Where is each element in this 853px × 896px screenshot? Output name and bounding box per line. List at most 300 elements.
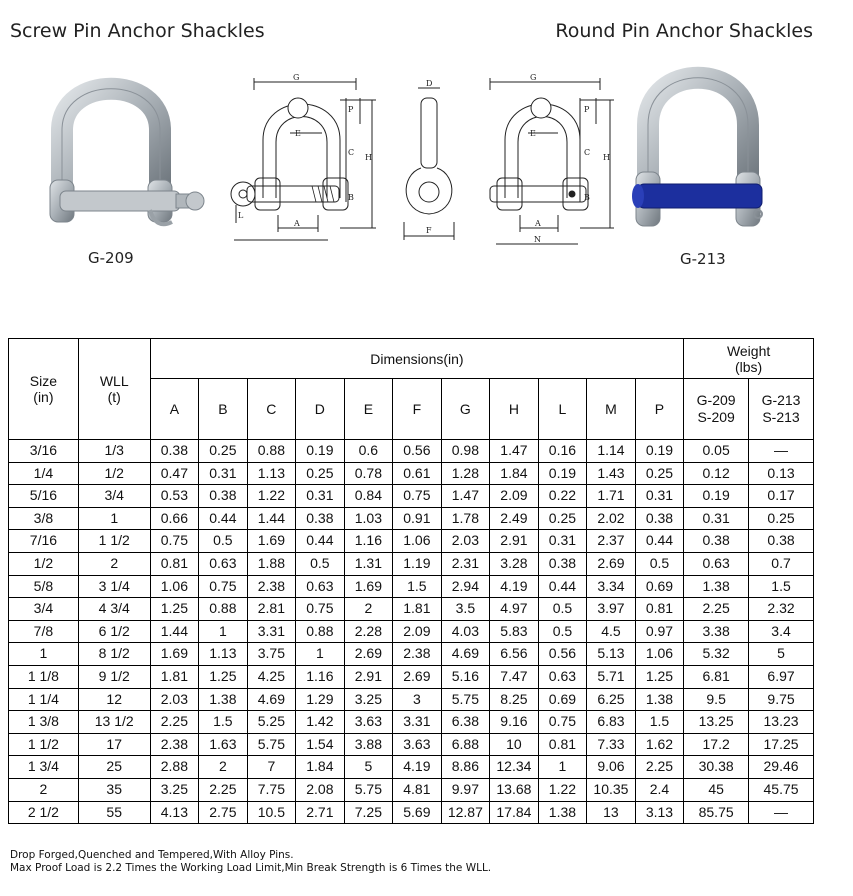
table-cell: 35 [78,778,150,801]
table-cell: 0.66 [150,507,199,530]
table-cell: 1.71 [587,485,636,508]
table-cell: 9.97 [441,778,490,801]
table-cell: 1.5 [393,575,442,598]
table-cell: 3.38 [684,620,749,643]
table-cell: 0.25 [538,507,587,530]
table-cell: 0.38 [199,485,248,508]
table-cell: 1.38 [684,575,749,598]
table-cell: 0.44 [296,530,345,553]
table-cell: 0.69 [538,688,587,711]
dim-label-n: N [534,235,541,244]
g213-shackle-image [632,78,762,226]
table-cell: 2.25 [635,756,684,779]
table-cell: 0.31 [538,530,587,553]
table-cell: 3.63 [344,711,393,734]
header-dimensions: Dimensions(in) [150,339,684,379]
header-weight: Weight (lbs) [684,339,814,379]
specification-table [8,338,814,824]
table-cell: 1 [296,643,345,666]
table-cell: 0.31 [199,462,248,485]
shackle-illustrations [0,60,853,260]
table-cell: 7.25 [344,801,393,824]
table-row [9,598,814,621]
table-cell: 1/3 [78,440,150,463]
table-cell: 2.08 [296,778,345,801]
table-cell: 2.02 [587,507,636,530]
table-cell: 4.19 [490,575,539,598]
table-row [9,733,814,756]
table-cell: 0.25 [296,462,345,485]
dim-label-d: D [426,79,433,88]
table-cell: 0.5 [199,530,248,553]
table-cell: 0.38 [684,530,749,553]
table-body [9,440,814,824]
header-dim-l: L [538,379,587,440]
table-cell: 0.16 [538,440,587,463]
table-cell: 1.25 [635,665,684,688]
table-row [9,688,814,711]
table-cell: 0.75 [393,485,442,508]
table-row [9,801,814,824]
table-cell: 0.19 [684,485,749,508]
table-cell: 8 1/2 [78,643,150,666]
table-cell: 0.13 [749,462,814,485]
table-cell: 0.38 [749,530,814,553]
dim-label-h2: H [603,153,610,162]
table-cell: 0.38 [538,552,587,575]
table-cell: 1 1/2 [9,733,79,756]
table-cell: 0.6 [344,440,393,463]
table-cell: 5 [344,756,393,779]
header-weight-g213: G-213 S-213 [749,379,814,440]
table-cell: 29.46 [749,756,814,779]
dim-label-g2: G [530,73,537,82]
table-cell: 5/8 [9,575,79,598]
table-cell: 0.31 [635,485,684,508]
table-cell: 3.34 [587,575,636,598]
table-cell: 1.54 [296,733,345,756]
table-cell: 5.75 [247,733,296,756]
table-cell: 9.5 [684,688,749,711]
table-cell: 13 1/2 [78,711,150,734]
table-cell: 1.38 [538,801,587,824]
title-screw-pin: Screw Pin Anchor Shackles [10,20,265,42]
table-cell: 1.22 [538,778,587,801]
table-cell: 55 [78,801,150,824]
table-cell: 0.81 [150,552,199,575]
table-cell: 2 [78,552,150,575]
header-weight-g209: G-209 S-209 [684,379,749,440]
table-cell: 0.88 [247,440,296,463]
dim-label-e: E [295,129,301,138]
table-cell: 1.44 [150,620,199,643]
note-forging: Drop Forged,Quenched and Tempered,With Alloy Pins. [10,849,294,861]
table-cell: 1.03 [344,507,393,530]
table-cell: 1.06 [150,575,199,598]
table-cell: 2.75 [199,801,248,824]
table-cell: 3/8 [9,507,79,530]
table-cell: 0.56 [393,440,442,463]
table-cell: 1.69 [344,575,393,598]
table-cell: 0.63 [684,552,749,575]
table-cell: 2 [344,598,393,621]
table-cell: 1.38 [199,688,248,711]
table-cell: 17.2 [684,733,749,756]
table-cell: 6.83 [587,711,636,734]
table-cell: 9 1/2 [78,665,150,688]
table-cell: 6.38 [441,711,490,734]
table-cell: 2.09 [490,485,539,508]
table-cell: 7 [247,756,296,779]
table-cell: 17 [78,733,150,756]
table-cell: 5.71 [587,665,636,688]
table-cell: 0.25 [749,507,814,530]
table-cell: 0.22 [538,485,587,508]
table-row [9,778,814,801]
table-cell: 85.75 [684,801,749,824]
table-cell: 13.23 [749,711,814,734]
table-cell: 2.94 [441,575,490,598]
header-dim-e: E [344,379,393,440]
table-cell: 1 3/8 [9,711,79,734]
table-cell: — [749,801,814,824]
table-cell: 0.56 [538,643,587,666]
table-cell: 3.31 [393,711,442,734]
dim-label-g: G [293,73,300,82]
table-cell: 17.84 [490,801,539,824]
table-cell: 2.25 [199,778,248,801]
header-dim-m: M [587,379,636,440]
header-dim-c: C [247,379,296,440]
table-cell: 0.84 [344,485,393,508]
table-cell: 7/8 [9,620,79,643]
table-cell: 7.47 [490,665,539,688]
table-row [9,756,814,779]
header-dim-d: D [296,379,345,440]
table-cell: 0.5 [296,552,345,575]
table-cell: 1.22 [247,485,296,508]
table-cell: 13.25 [684,711,749,734]
table-cell: 3.31 [247,620,296,643]
table-cell: 6.25 [587,688,636,711]
table-cell: 1 [199,620,248,643]
table-row [9,530,814,553]
table-cell: 0.81 [538,733,587,756]
table-cell: 1.13 [199,643,248,666]
table-cell: 4.69 [247,688,296,711]
table-cell: 0.61 [393,462,442,485]
table-cell: 4.81 [393,778,442,801]
table-cell: 45 [684,778,749,801]
dim-label-p: P [348,105,354,114]
header-dim-g: G [441,379,490,440]
table-cell: 1.19 [393,552,442,575]
footnotes [10,849,491,875]
table-cell: 0.81 [635,598,684,621]
table-cell: 5.69 [393,801,442,824]
table-cell: 2.91 [344,665,393,688]
table-cell: 7.75 [247,778,296,801]
note-proof-load: Max Proof Load is 2.2 Times the Working Load Limit,Min Break Strength is 6 Times the WLL. [10,862,492,874]
table-cell: 2.09 [393,620,442,643]
table-cell: 3.28 [490,552,539,575]
table-cell: 5/16 [9,485,79,508]
table-cell: 9.16 [490,711,539,734]
table-cell: 3.63 [393,733,442,756]
table-row [9,552,814,575]
table-cell: 3.75 [247,643,296,666]
table-cell: 1.84 [296,756,345,779]
table-cell: 0.47 [150,462,199,485]
table-cell: 2 [9,778,79,801]
table-cell: 0.53 [150,485,199,508]
table-cell: 2.4 [635,778,684,801]
table-cell: 0.38 [150,440,199,463]
table-cell: 0.88 [296,620,345,643]
table-cell: 3 [393,688,442,711]
table-cell: 8.86 [441,756,490,779]
table-cell: 1 [538,756,587,779]
table-cell: 1.14 [587,440,636,463]
table-cell: 7.33 [587,733,636,756]
table-cell: 30.38 [684,756,749,779]
table-cell: 2.38 [150,733,199,756]
table-cell: 1.88 [247,552,296,575]
table-cell: 3/4 [9,598,79,621]
table-cell: 0.19 [296,440,345,463]
table-row [9,711,814,734]
table-cell: 1.16 [344,530,393,553]
table-cell: 5.75 [344,778,393,801]
table-cell: 5 [749,643,814,666]
table-cell: 0.75 [199,575,248,598]
table-cell: 0.44 [199,507,248,530]
title-round-pin: Round Pin Anchor Shackles [555,20,813,42]
table-cell: 2.38 [393,643,442,666]
table-cell: 5.13 [587,643,636,666]
table-cell: 1.25 [150,598,199,621]
table-cell: 0.44 [635,530,684,553]
table-cell: 1.63 [199,733,248,756]
table-cell: 17.25 [749,733,814,756]
table-cell: 1.81 [393,598,442,621]
dim-label-l: L [238,211,244,220]
table-cell: 2.71 [296,801,345,824]
table-cell: 0.97 [635,620,684,643]
table-cell: 12.87 [441,801,490,824]
table-cell: 4 3/4 [78,598,150,621]
header-dim-b: B [199,379,248,440]
table-cell: 1/4 [9,462,79,485]
table-cell: 0.5 [538,598,587,621]
table-cell: 0.63 [296,575,345,598]
table-cell: 1.62 [635,733,684,756]
dim-label-a: A [294,219,300,228]
table-cell: 1.69 [247,530,296,553]
table-cell: 0.78 [344,462,393,485]
table-row [9,462,814,485]
table-cell: 5.75 [441,688,490,711]
table-cell: 1 [9,643,79,666]
table-cell: 5.32 [684,643,749,666]
table-cell: 8.25 [490,688,539,711]
table-cell: 1.28 [441,462,490,485]
table-cell: 1.42 [296,711,345,734]
table-cell: 2.37 [587,530,636,553]
header-size: Size (in) [9,339,79,440]
dim-label-c2: C [584,148,591,157]
table-cell: 3/16 [9,440,79,463]
table-cell: 2.28 [344,620,393,643]
table-cell: 3.13 [635,801,684,824]
table-cell: 1.5 [635,711,684,734]
header-dim-a: A [150,379,199,440]
header-dim-f: F [393,379,442,440]
table-cell: 6.88 [441,733,490,756]
table-cell: 2.91 [490,530,539,553]
dim-label-b2: B [584,193,590,202]
dim-label-p2: P [584,105,590,114]
table-cell: 3.4 [749,620,814,643]
model-label-g213: G-213 [680,250,726,268]
table-cell: 3.25 [344,688,393,711]
table-cell: 1.78 [441,507,490,530]
table-cell: 0.31 [684,507,749,530]
table-cell: 1/2 [78,462,150,485]
table-cell: 2.25 [150,711,199,734]
table-cell: 4.97 [490,598,539,621]
table-cell: 0.25 [199,440,248,463]
table-cell: 4.19 [393,756,442,779]
table-cell: 0.19 [635,440,684,463]
table-row [9,620,814,643]
table-cell: 3.97 [587,598,636,621]
table-cell: 3/4 [78,485,150,508]
table-row [9,440,814,463]
table-cell: 1.38 [635,688,684,711]
table-cell: 2.69 [344,643,393,666]
table-cell: 2 [199,756,248,779]
table-cell: 0.38 [635,507,684,530]
table-cell: 1.84 [490,462,539,485]
table-cell: 3.25 [150,778,199,801]
dim-label-h: H [365,153,372,162]
table-row [9,507,814,530]
table-cell: 2.03 [441,530,490,553]
table-cell: 1 3/4 [9,756,79,779]
header-dim-h: H [490,379,539,440]
table-cell: 1.13 [247,462,296,485]
table-cell: 0.19 [538,462,587,485]
table-row [9,575,814,598]
table-cell: 0.88 [199,598,248,621]
table-cell: 2.81 [247,598,296,621]
table-cell: 7/16 [9,530,79,553]
table-cell: 13.68 [490,778,539,801]
table-cell: 1.16 [296,665,345,688]
table-cell: 10.35 [587,778,636,801]
table-cell: 0.5 [635,552,684,575]
table-cell: 1 [78,507,150,530]
table-row [9,643,814,666]
table-cell: 12 [78,688,150,711]
table-cell: 1/2 [9,552,79,575]
table-cell: 1.06 [393,530,442,553]
table-cell: 0.63 [538,665,587,688]
g209-dimension-drawing [231,78,376,240]
model-label-g209: G-209 [88,249,134,267]
table-cell: 3.88 [344,733,393,756]
table-cell: 2.49 [490,507,539,530]
table-cell: 6 1/2 [78,620,150,643]
table-cell: 1.44 [247,507,296,530]
table-cell: 1.5 [199,711,248,734]
table-row [9,665,814,688]
table-cell: 2.38 [247,575,296,598]
g213-dimension-drawing [490,78,614,244]
table-cell: 5.83 [490,620,539,643]
table-cell: 5.16 [441,665,490,688]
dim-label-b: B [348,193,354,202]
dim-label-c: C [348,148,355,157]
table-cell: 0.12 [684,462,749,485]
table-cell: 0.25 [635,462,684,485]
table-cell: 10 [490,733,539,756]
dim-label-a2: A [535,219,541,228]
table-cell: 9.75 [749,688,814,711]
table-cell: 6.81 [684,665,749,688]
table-cell: 4.5 [587,620,636,643]
table-cell: 0.98 [441,440,490,463]
table-cell: 2.88 [150,756,199,779]
table-cell: 5.25 [247,711,296,734]
table-cell: 6.97 [749,665,814,688]
table-cell: 4.25 [247,665,296,688]
table-cell: 0.44 [538,575,587,598]
header-dim-p: P [635,379,684,440]
table-cell: 1.47 [441,485,490,508]
table-cell: 0.69 [635,575,684,598]
table-cell: 0.05 [684,440,749,463]
g209-shackle-image [50,89,204,225]
table-cell: 0.75 [296,598,345,621]
table-cell: 4.13 [150,801,199,824]
table-cell: 0.31 [296,485,345,508]
table-cell: 1.29 [296,688,345,711]
table-cell: 1.47 [490,440,539,463]
table-cell: 2.25 [684,598,749,621]
table-cell: 0.7 [749,552,814,575]
table-cell: 3.5 [441,598,490,621]
header-wll: WLL (t) [78,339,150,440]
table-cell: 10.5 [247,801,296,824]
table-cell: 4.69 [441,643,490,666]
side-dimension-drawing [404,88,454,240]
table-cell: 1.06 [635,643,684,666]
table-cell: 2.31 [441,552,490,575]
table-cell: 13 [587,801,636,824]
table-cell: 1 1/8 [9,665,79,688]
table-cell: 2.69 [587,552,636,575]
table-cell: 1.31 [344,552,393,575]
table-cell: 9.06 [587,756,636,779]
table-cell: 1 1/2 [78,530,150,553]
table-cell: 2.69 [393,665,442,688]
table-cell: 1.43 [587,462,636,485]
table-row [9,485,814,508]
table-cell: 0.63 [199,552,248,575]
table-cell: 3 1/4 [78,575,150,598]
